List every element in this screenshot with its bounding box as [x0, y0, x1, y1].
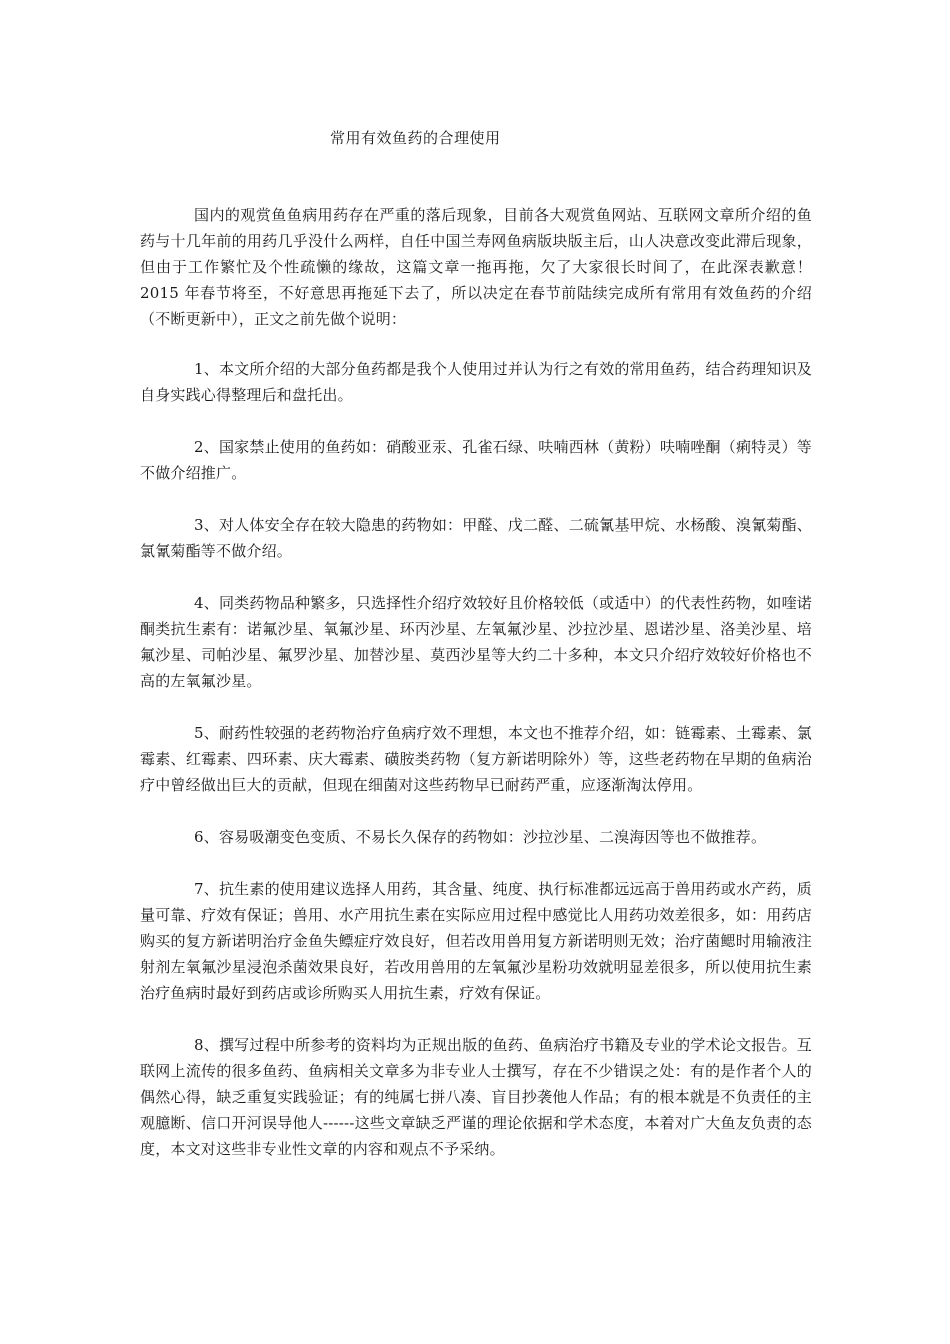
intro-paragraph: 国内的观赏鱼鱼病用药存在严重的落后现象，目前各大观赏鱼网站、互联网文章所介绍的鱼药与十几年前的用药几乎没什么两样，自任中国兰寿网鱼病版块版主后，山人决意改变此滞后现象，但由于工作繁忙及个性疏懒的缘故，这篇文章一拖再拖，欠了大家很长时间了，在此深表歉意！2015 年春节将至，不好意思再拖延下去了，所以决定在春节前陆续完成所有常用有效鱼药的介绍（不断更新中），正文之前先做个说明： [140, 206, 812, 328]
point-paragraph-1: 1、本文所介绍的大部分鱼药都是我个人使用过并认为行之有效的常用鱼药，结合药理知识及自身实践心得整理后和盘托出。 [140, 360, 812, 404]
point-paragraph-3: 3、对人体安全存在较大隐患的药物如：甲醛、戊二醛、二硫氰基甲烷、水杨酸、溴氰菊酯、氯氰菊酯等不做介绍。 [140, 516, 812, 560]
point-paragraph-4: 4、同类药物品种繁多，只选择性介绍疗效较好且价格较低（或适中）的代表性药物，如喹诺酮类抗生素有：诺氟沙星、氧氟沙星、环丙沙星、左氧氟沙星、沙拉沙星、恩诺沙星、洛美沙星、培氟沙星、司帕沙星、氟罗沙星、加替沙星、莫西沙星等大约二十多种，本文只介绍疗效较好价格也不高的左氧氟沙星。 [140, 594, 812, 690]
point-paragraph-6: 6、容易吸潮变色变质、不易长久保存的药物如：沙拉沙星、二溴海因等也不做推荐。 [194, 828, 767, 846]
point-paragraph-2: 2、国家禁止使用的鱼药如：硝酸亚汞、孔雀石绿、呋喃西林（黄粉）呋喃唑酮（痢特灵）等不做介绍推广。 [140, 438, 812, 482]
point-paragraph-8: 8、撰写过程中所参考的资料均为正规出版的鱼药、鱼病治疗书籍及专业的学术论文报告。互联网上流传的很多鱼药、鱼病相关文章多为非专业人士撰写，存在不少错误之处：有的是作者个人的偶然心得，缺乏重复实践验证；有的纯属七拼八凑、盲目抄袭他人作品；有的根本就是不负责任的主观臆断、信口开河误导他人------这些文章缺乏严谨的理论依据和学术态度，本着对广大鱼友负责的态度，本文对这些非专业性文章的内容和观点不予采纳。 [140, 1036, 812, 1158]
point-paragraph-7: 7、抗生素的使用建议选择人用药，其含量、纯度、执行标准都远远高于兽用药或水产药，质量可靠、疗效有保证；兽用、水产用抗生素在实际应用过程中感觉比人用药功效差很多，如：用药店购买的复方新诺明治疗金鱼失鳔症疗效良好，但若改用兽用复方新诺明则无效；治疗菌鳃时用输液注射剂左氧氟沙星浸泡杀菌效果良好，若改用兽用的左氧氟沙星粉功效就明显差很多，所以使用抗生素治疗鱼病时最好到药店或诊所购买人用抗生素，疗效有保证。 [140, 880, 812, 1002]
point-paragraph-5: 5、耐药性较强的老药物治疗鱼病疗效不理想，本文也不推荐介绍，如：链霉素、土霉素、氯霉素、红霉素、四环素、庆大霉素、磺胺类药物（复方新诺明除外）等，这些老药物在早期的鱼病治疗中曾经做出巨大的贡献，但现在细菌对这些药物早已耐药严重，应逐渐淘汰停用。 [140, 724, 812, 794]
document-body [140, 202, 812, 1188]
document-title: 常用有效鱼药的合理使用 [330, 129, 501, 147]
